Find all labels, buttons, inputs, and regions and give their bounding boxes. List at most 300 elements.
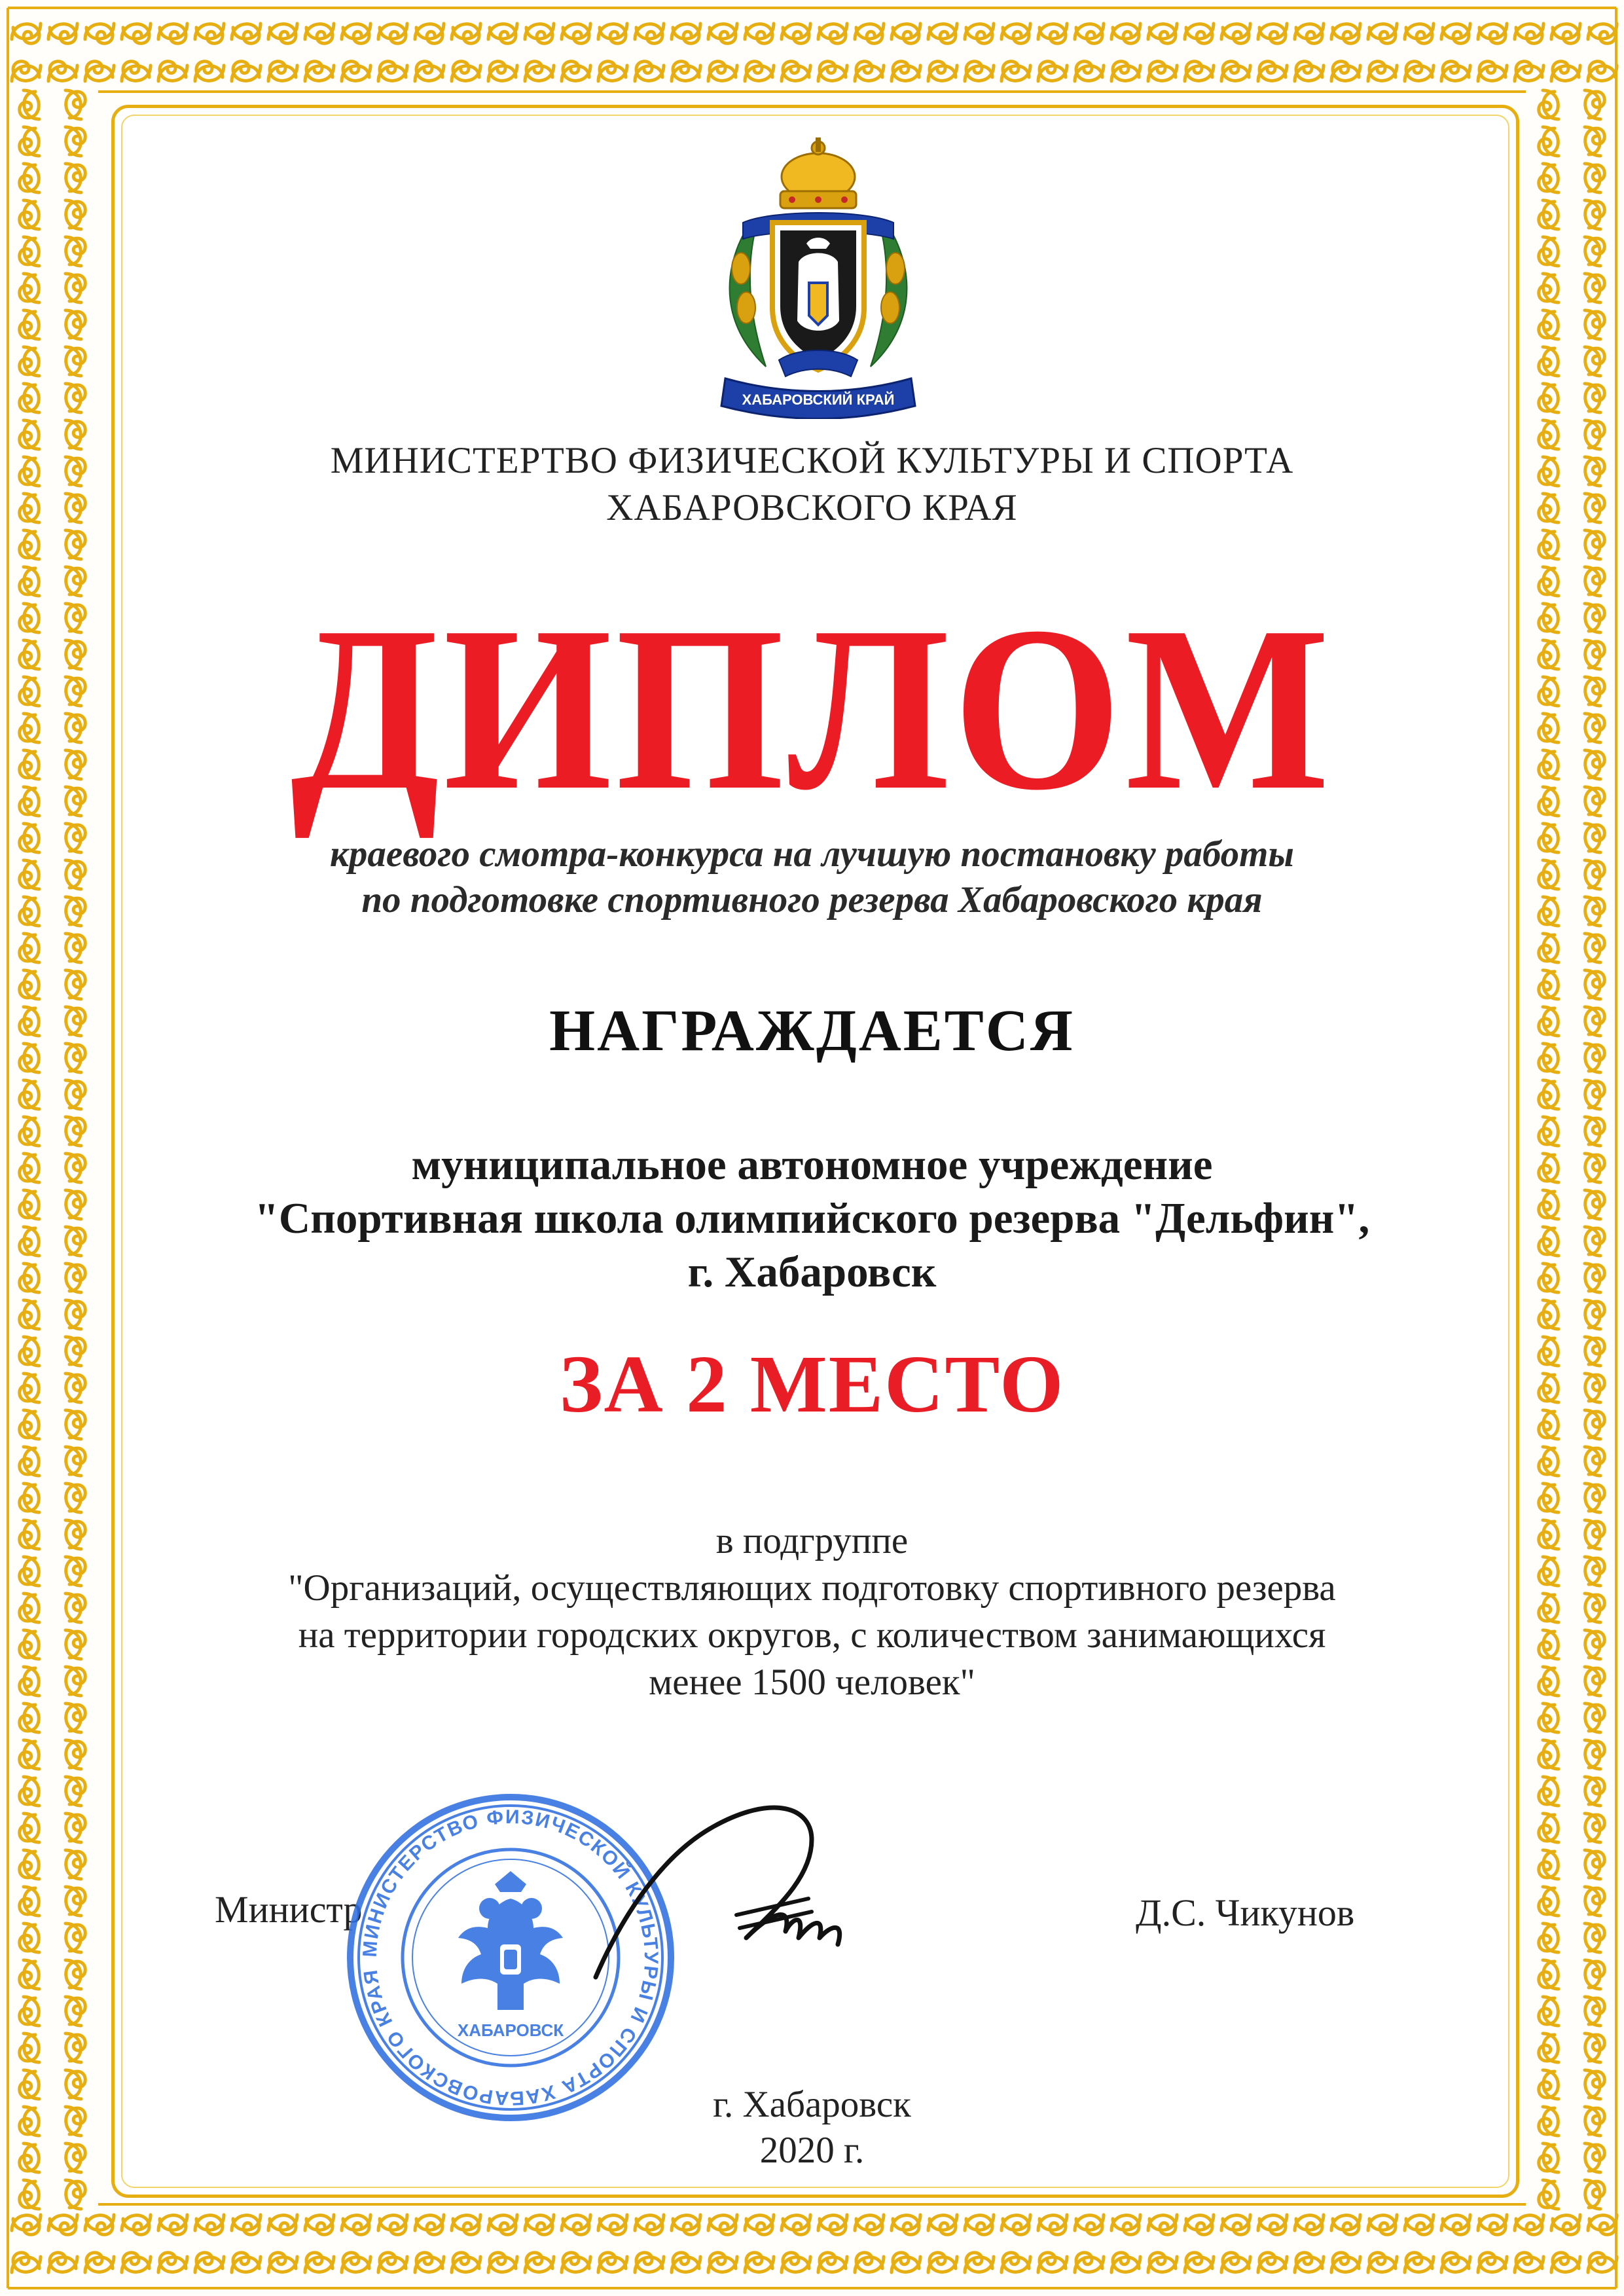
border-spiral-icon bbox=[1368, 2253, 1397, 2272]
border-spiral-icon bbox=[965, 2253, 994, 2272]
border-spiral-icon bbox=[12, 2215, 41, 2234]
border-spiral-icon bbox=[1405, 24, 1434, 43]
border-spiral-icon bbox=[1478, 2253, 1507, 2272]
border-spiral-icon bbox=[85, 2215, 114, 2234]
ministry-heading bbox=[0, 437, 1624, 532]
border-spiral-icon bbox=[1539, 347, 1559, 376]
border-spiral-icon bbox=[1221, 24, 1250, 43]
border-spiral-icon bbox=[1585, 90, 1604, 119]
subgroup-line-2: "Организаций, осуществляющих подготовку спортивного резерва bbox=[288, 1567, 1336, 1609]
border-spiral-icon bbox=[65, 1813, 85, 1842]
border-spiral-icon bbox=[1539, 384, 1559, 412]
border-spiral-icon bbox=[195, 24, 224, 43]
border-spiral-icon bbox=[378, 2215, 407, 2234]
border-spiral-icon bbox=[1405, 2253, 1434, 2272]
border-spiral-icon bbox=[20, 164, 39, 192]
border-spiral-icon bbox=[1585, 1813, 1604, 1842]
border-spiral-icon bbox=[1515, 2253, 1543, 2272]
border-spiral-icon bbox=[1258, 2215, 1287, 2234]
border-spiral-icon bbox=[65, 237, 85, 266]
border-spiral-icon bbox=[1585, 164, 1604, 192]
border-spiral-icon bbox=[378, 24, 407, 43]
border-spiral-icon bbox=[232, 24, 261, 43]
border-spiral-icon bbox=[1588, 24, 1617, 43]
border-spiral-icon bbox=[65, 90, 85, 119]
border-spiral-icon bbox=[1038, 2215, 1067, 2234]
border-spiral-icon bbox=[1539, 1704, 1559, 1732]
border-spiral-icon bbox=[855, 2253, 884, 2272]
border-spiral-icon bbox=[1585, 1887, 1604, 1916]
border-spiral-icon bbox=[1539, 1740, 1559, 1769]
border-spiral-icon bbox=[745, 62, 774, 81]
border-spiral-icon bbox=[1585, 384, 1604, 412]
border-spiral-icon bbox=[268, 24, 297, 43]
border-spiral-icon bbox=[1441, 2215, 1470, 2234]
border-spiral-icon bbox=[1539, 2180, 1559, 2209]
border-spiral-icon bbox=[1539, 237, 1559, 266]
border-spiral-icon bbox=[1075, 24, 1104, 43]
border-spiral-icon bbox=[1111, 62, 1140, 81]
border-spiral-icon bbox=[20, 2180, 39, 2209]
border-spiral-icon bbox=[20, 1484, 39, 1512]
border-spiral-icon bbox=[1148, 2215, 1177, 2234]
border-spiral-icon bbox=[20, 1887, 39, 1916]
border-spiral-icon bbox=[20, 200, 39, 229]
border-spiral-icon bbox=[305, 2253, 334, 2272]
border-spiral-icon bbox=[1539, 530, 1559, 559]
border-spiral-icon bbox=[1405, 2215, 1434, 2234]
signatory-role: Министр bbox=[215, 1888, 363, 1931]
border-spiral-icon bbox=[452, 2215, 480, 2234]
border-spiral-icon bbox=[20, 310, 39, 339]
border-spiral-icon bbox=[1478, 62, 1507, 81]
border-spiral-icon bbox=[1258, 24, 1287, 43]
border-spiral-icon bbox=[48, 2215, 77, 2234]
border-spiral-icon bbox=[562, 24, 590, 43]
border-spiral-icon bbox=[158, 2215, 187, 2234]
border-spiral-icon bbox=[85, 2253, 114, 2272]
border-spiral-icon bbox=[378, 62, 407, 81]
border-spiral-icon bbox=[1539, 164, 1559, 192]
border-spiral-icon bbox=[598, 2215, 627, 2234]
border-spiral-icon bbox=[1441, 24, 1470, 43]
border-spiral-icon bbox=[708, 2253, 737, 2272]
border-spiral-icon bbox=[1585, 274, 1604, 302]
border-spiral-icon bbox=[20, 1850, 39, 1879]
border-spiral-icon bbox=[415, 2253, 444, 2272]
border-spiral-icon bbox=[488, 24, 517, 43]
border-spiral-icon bbox=[1331, 2215, 1360, 2234]
border-spiral-icon bbox=[1515, 62, 1543, 81]
border-spiral-icon bbox=[928, 2215, 957, 2234]
footer-year: 2020 г. bbox=[759, 2130, 865, 2171]
border-spiral-icon bbox=[122, 2253, 151, 2272]
border-spiral-icon bbox=[20, 1960, 39, 1989]
border-spiral-icon bbox=[48, 62, 77, 81]
stamp-outer-text: МИНИСТЕРСТВО ФИЗИЧЕСКОЙ КУЛЬТУРЫ И СПОРТА ХАБАРОВСКОГО КРАЯ bbox=[359, 1806, 662, 2109]
border-spiral-icon bbox=[635, 2253, 664, 2272]
contest-description bbox=[0, 831, 1624, 923]
ministry-line-2: ХАБАРОВСКОГО КРАЯ bbox=[606, 487, 1018, 528]
border-spiral-icon bbox=[415, 2215, 444, 2234]
border-spiral-icon bbox=[1585, 1740, 1604, 1769]
border-spiral-icon bbox=[415, 62, 444, 81]
awarded-heading: НАГРАЖДАЕТСЯ bbox=[549, 998, 1075, 1063]
border-spiral-icon bbox=[1539, 310, 1559, 339]
border-spiral-icon bbox=[1441, 62, 1470, 81]
border-spiral-icon bbox=[892, 62, 920, 81]
border-spiral-icon bbox=[268, 2215, 297, 2234]
subgroup-block bbox=[0, 1518, 1624, 1706]
border-spiral-icon bbox=[342, 2215, 370, 2234]
border-spiral-icon bbox=[525, 62, 554, 81]
border-spiral-icon bbox=[1185, 2215, 1214, 2234]
border-spiral-icon bbox=[1111, 24, 1140, 43]
border-spiral-icon bbox=[1478, 2215, 1507, 2234]
border-spiral-icon bbox=[1585, 1960, 1604, 1989]
border-spiral-icon bbox=[65, 2033, 85, 2062]
border-spiral-icon bbox=[525, 24, 554, 43]
border-spiral-icon bbox=[85, 24, 114, 43]
border-spiral-icon bbox=[1585, 604, 1604, 632]
border-spiral-icon bbox=[20, 90, 39, 119]
border-spiral-icon bbox=[1585, 237, 1604, 266]
border-spiral-icon bbox=[1111, 2253, 1140, 2272]
border-spiral-icon bbox=[378, 2253, 407, 2272]
border-spiral-icon bbox=[65, 1447, 85, 1476]
border-spiral-icon bbox=[305, 24, 334, 43]
border-spiral-icon bbox=[1585, 1997, 1604, 2026]
border-spiral-icon bbox=[1585, 2033, 1604, 2062]
border-spiral-icon bbox=[965, 62, 994, 81]
border-spiral-icon bbox=[1585, 750, 1604, 779]
border-spiral-icon bbox=[1331, 62, 1360, 81]
border-spiral-icon bbox=[1585, 200, 1604, 229]
border-spiral-icon bbox=[525, 2215, 554, 2234]
border-spiral-icon bbox=[672, 62, 700, 81]
border-spiral-icon bbox=[122, 24, 151, 43]
border-spiral-icon bbox=[1331, 2253, 1360, 2272]
border-spiral-icon bbox=[1539, 1960, 1559, 1989]
border-spiral-icon bbox=[1331, 24, 1360, 43]
border-spiral-icon bbox=[1585, 714, 1604, 742]
border-spiral-icon bbox=[1515, 24, 1543, 43]
border-spiral-icon bbox=[818, 2215, 847, 2234]
border-spiral-icon bbox=[232, 2215, 261, 2234]
border-spiral-icon bbox=[1368, 24, 1397, 43]
border-spiral-icon bbox=[20, 274, 39, 302]
border-spiral-icon bbox=[1585, 1777, 1604, 1806]
border-spiral-icon bbox=[195, 2215, 224, 2234]
border-spiral-icon bbox=[1001, 2253, 1030, 2272]
border-spiral-icon bbox=[818, 62, 847, 81]
border-spiral-icon bbox=[1539, 934, 1559, 962]
border-spiral-icon bbox=[415, 24, 444, 43]
border-spiral-icon bbox=[232, 2253, 261, 2272]
double-headed-eagle-icon bbox=[458, 1871, 563, 2010]
border-spiral-icon bbox=[65, 127, 85, 156]
border-spiral-icon bbox=[20, 127, 39, 156]
border-spiral-icon bbox=[1539, 1777, 1559, 1806]
border-spiral-icon bbox=[635, 2215, 664, 2234]
signatory-name: Д.С. Чикунов bbox=[1136, 1891, 1355, 1934]
border-spiral-icon bbox=[20, 1997, 39, 2026]
border-spiral-icon bbox=[1038, 62, 1067, 81]
border-spiral-icon bbox=[65, 310, 85, 339]
border-spiral-icon bbox=[20, 714, 39, 742]
border-spiral-icon bbox=[1585, 1484, 1604, 1512]
border-spiral-icon bbox=[1038, 24, 1067, 43]
border-spiral-icon bbox=[928, 24, 957, 43]
border-spiral-icon bbox=[65, 530, 85, 559]
border-spiral-icon bbox=[1405, 62, 1434, 81]
border-spiral-icon bbox=[1539, 1850, 1559, 1879]
border-spiral-icon bbox=[20, 384, 39, 412]
border-spiral-icon bbox=[708, 2215, 737, 2234]
border-spiral-icon bbox=[1585, 567, 1604, 596]
border-spiral-icon bbox=[1585, 1704, 1604, 1732]
stamp-inner-text: ХАБАРОВСК bbox=[457, 2020, 564, 2040]
border-spiral-icon bbox=[708, 24, 737, 43]
border-spiral-icon bbox=[818, 2253, 847, 2272]
border-spiral-icon bbox=[1295, 2215, 1324, 2234]
border-spiral-icon bbox=[20, 567, 39, 596]
border-spiral-icon bbox=[1148, 62, 1177, 81]
border-spiral-icon bbox=[1038, 2253, 1067, 2272]
footer-city: г. Хабаровск bbox=[713, 2084, 911, 2125]
border-spiral-icon bbox=[745, 2215, 774, 2234]
border-spiral-icon bbox=[1001, 2215, 1030, 2234]
border-spiral-icon bbox=[855, 2215, 884, 2234]
border-spiral-icon bbox=[1258, 62, 1287, 81]
signature-icon bbox=[576, 1781, 916, 1990]
border-spiral-icon bbox=[1368, 2215, 1397, 2234]
border-spiral-icon bbox=[965, 2215, 994, 2234]
border-spiral-icon bbox=[342, 2253, 370, 2272]
border-spiral-icon bbox=[1588, 2215, 1617, 2234]
subgroup-line-3: на территории городских округов, с количеством занимающихся bbox=[298, 1614, 1326, 1656]
border-spiral-icon bbox=[1075, 2215, 1104, 2234]
border-spiral-icon bbox=[158, 62, 187, 81]
border-spiral-icon bbox=[65, 1887, 85, 1916]
border-spiral-icon bbox=[20, 347, 39, 376]
border-spiral-icon bbox=[892, 2253, 920, 2272]
border-spiral-icon bbox=[1111, 2215, 1140, 2234]
border-spiral-icon bbox=[1539, 1447, 1559, 1476]
border-spiral-icon bbox=[20, 1080, 39, 1109]
border-spiral-icon bbox=[20, 787, 39, 816]
border-spiral-icon bbox=[1585, 1080, 1604, 1109]
border-spiral-icon bbox=[488, 62, 517, 81]
border-spiral-icon bbox=[1551, 62, 1580, 81]
border-spiral-icon bbox=[1551, 2215, 1580, 2234]
border-spiral-icon bbox=[232, 62, 261, 81]
border-spiral-icon bbox=[342, 24, 370, 43]
border-spiral-icon bbox=[1539, 1923, 1559, 1952]
border-spiral-icon bbox=[1539, 1300, 1559, 1329]
border-spiral-icon bbox=[1585, 1300, 1604, 1329]
border-spiral-icon bbox=[1585, 640, 1604, 669]
border-spiral-icon bbox=[65, 347, 85, 376]
border-spiral-icon bbox=[745, 24, 774, 43]
border-spiral-icon bbox=[928, 2253, 957, 2272]
border-spiral-icon bbox=[20, 1300, 39, 1329]
border-spiral-icon bbox=[1585, 677, 1604, 706]
recipient-line-3: г. Хабаровск bbox=[687, 1248, 937, 1296]
border-spiral-icon bbox=[20, 1740, 39, 1769]
recipient-block bbox=[0, 1138, 1624, 1299]
border-spiral-icon bbox=[1515, 2215, 1543, 2234]
border-spiral-icon bbox=[305, 62, 334, 81]
border-spiral-icon bbox=[1585, 310, 1604, 339]
border-spiral-icon bbox=[65, 1300, 85, 1329]
border-spiral-icon bbox=[1221, 2253, 1250, 2272]
border-spiral-icon bbox=[1585, 347, 1604, 376]
border-spiral-icon bbox=[855, 62, 884, 81]
border-spiral-icon bbox=[20, 237, 39, 266]
border-spiral-icon bbox=[1585, 787, 1604, 816]
border-spiral-icon bbox=[892, 24, 920, 43]
border-spiral-icon bbox=[158, 2253, 187, 2272]
border-spiral-icon bbox=[20, 677, 39, 706]
border-spiral-icon bbox=[818, 24, 847, 43]
border-spiral-icon bbox=[20, 1923, 39, 1952]
border-spiral-icon bbox=[1258, 2253, 1287, 2272]
border-spiral-icon bbox=[892, 2215, 920, 2234]
border-spiral-icon bbox=[1001, 24, 1030, 43]
border-spiral-icon bbox=[1539, 1813, 1559, 1842]
border-spiral-icon bbox=[65, 384, 85, 412]
border-spiral-icon bbox=[65, 164, 85, 192]
border-spiral-icon bbox=[635, 24, 664, 43]
border-spiral-icon bbox=[672, 24, 700, 43]
border-spiral-icon bbox=[1585, 1850, 1604, 1879]
border-spiral-icon bbox=[452, 62, 480, 81]
border-spiral-icon bbox=[1075, 62, 1104, 81]
border-spiral-icon bbox=[1148, 24, 1177, 43]
border-spiral-icon bbox=[562, 2253, 590, 2272]
border-spiral-icon bbox=[598, 24, 627, 43]
border-spiral-icon bbox=[598, 2253, 627, 2272]
award-place: ЗА 2 МЕСТО bbox=[559, 1339, 1065, 1430]
border-spiral-icon bbox=[342, 62, 370, 81]
subgroup-line-1: в подгруппе bbox=[715, 1520, 909, 1561]
border-spiral-icon bbox=[562, 62, 590, 81]
border-spiral-icon bbox=[1185, 62, 1214, 81]
border-spiral-icon bbox=[65, 1960, 85, 1989]
border-spiral-icon bbox=[65, 1923, 85, 1952]
border-spiral-icon bbox=[855, 24, 884, 43]
border-spiral-icon bbox=[745, 2253, 774, 2272]
border-spiral-icon bbox=[672, 2253, 700, 2272]
border-spiral-icon bbox=[65, 274, 85, 302]
footer-block bbox=[0, 2082, 1624, 2174]
border-spiral-icon bbox=[928, 62, 957, 81]
border-spiral-icon bbox=[452, 2253, 480, 2272]
border-spiral-icon bbox=[1588, 62, 1617, 81]
border-spiral-icon bbox=[635, 62, 664, 81]
border-spiral-icon bbox=[20, 2033, 39, 2062]
border-spiral-icon bbox=[1585, 530, 1604, 559]
border-spiral-icon bbox=[782, 62, 810, 81]
border-spiral-icon bbox=[65, 1997, 85, 2026]
border-spiral-icon bbox=[1295, 24, 1324, 43]
border-spiral-icon bbox=[48, 24, 77, 43]
border-spiral-icon bbox=[708, 62, 737, 81]
border-spiral-icon bbox=[65, 2180, 85, 2209]
border-spiral-icon bbox=[195, 2253, 224, 2272]
border-spiral-icon bbox=[122, 2215, 151, 2234]
border-spiral-icon bbox=[1551, 24, 1580, 43]
khabarovsk-krai-coat-of-arms-icon bbox=[707, 131, 929, 419]
border-spiral-icon bbox=[20, 1813, 39, 1842]
border-spiral-icon bbox=[1585, 934, 1604, 962]
border-spiral-icon bbox=[1551, 2253, 1580, 2272]
border-spiral-icon bbox=[65, 934, 85, 962]
border-spiral-icon bbox=[65, 1080, 85, 1109]
border-spiral-icon bbox=[1185, 24, 1214, 43]
border-spiral-icon bbox=[1539, 2033, 1559, 2062]
border-spiral-icon bbox=[20, 530, 39, 559]
border-spiral-icon bbox=[65, 1850, 85, 1879]
border-spiral-icon bbox=[1588, 2253, 1617, 2272]
border-spiral-icon bbox=[65, 1484, 85, 1512]
border-spiral-icon bbox=[1148, 2253, 1177, 2272]
border-spiral-icon bbox=[158, 24, 187, 43]
border-spiral-icon bbox=[1368, 62, 1397, 81]
border-spiral-icon bbox=[1539, 274, 1559, 302]
border-spiral-icon bbox=[20, 640, 39, 669]
border-spiral-icon bbox=[1539, 1887, 1559, 1916]
border-spiral-icon bbox=[488, 2253, 517, 2272]
border-spiral-icon bbox=[12, 24, 41, 43]
recipient-line-1: муниципальное автономное учреждение bbox=[411, 1140, 1213, 1189]
border-spiral-icon bbox=[452, 24, 480, 43]
border-spiral-icon bbox=[782, 2215, 810, 2234]
crown-icon bbox=[780, 137, 856, 208]
border-spiral-icon bbox=[1585, 1447, 1604, 1476]
border-spiral-icon bbox=[20, 1777, 39, 1806]
border-spiral-icon bbox=[1441, 2253, 1470, 2272]
border-spiral-icon bbox=[1221, 62, 1250, 81]
border-spiral-icon bbox=[268, 2253, 297, 2272]
shield-icon bbox=[772, 223, 864, 370]
border-spiral-icon bbox=[65, 1777, 85, 1806]
contest-line-2: по подготовке спортивного резерва Хабаровского края bbox=[361, 879, 1263, 920]
border-spiral-icon bbox=[122, 62, 151, 81]
border-spiral-icon bbox=[1185, 2253, 1214, 2272]
border-spiral-icon bbox=[1585, 127, 1604, 156]
border-spiral-icon bbox=[20, 604, 39, 632]
border-spiral-icon bbox=[672, 2215, 700, 2234]
border-spiral-icon bbox=[1539, 200, 1559, 229]
border-spiral-icon bbox=[1539, 127, 1559, 156]
border-spiral-icon bbox=[782, 24, 810, 43]
border-spiral-icon bbox=[48, 2253, 77, 2272]
border-spiral-icon bbox=[1295, 2253, 1324, 2272]
border-spiral-icon bbox=[1585, 1923, 1604, 1952]
border-spiral-icon bbox=[1539, 1080, 1559, 1109]
border-spiral-icon bbox=[20, 750, 39, 779]
border-spiral-icon bbox=[268, 62, 297, 81]
border-spiral-icon bbox=[20, 1704, 39, 1732]
emblem-ribbon-text: ХАБАРОВСКИЙ КРАЙ bbox=[742, 392, 895, 408]
border-spiral-icon bbox=[65, 200, 85, 229]
border-spiral-icon bbox=[1539, 90, 1559, 119]
border-spiral-icon bbox=[65, 1704, 85, 1732]
border-spiral-icon bbox=[598, 62, 627, 81]
border-spiral-icon bbox=[12, 2253, 41, 2272]
